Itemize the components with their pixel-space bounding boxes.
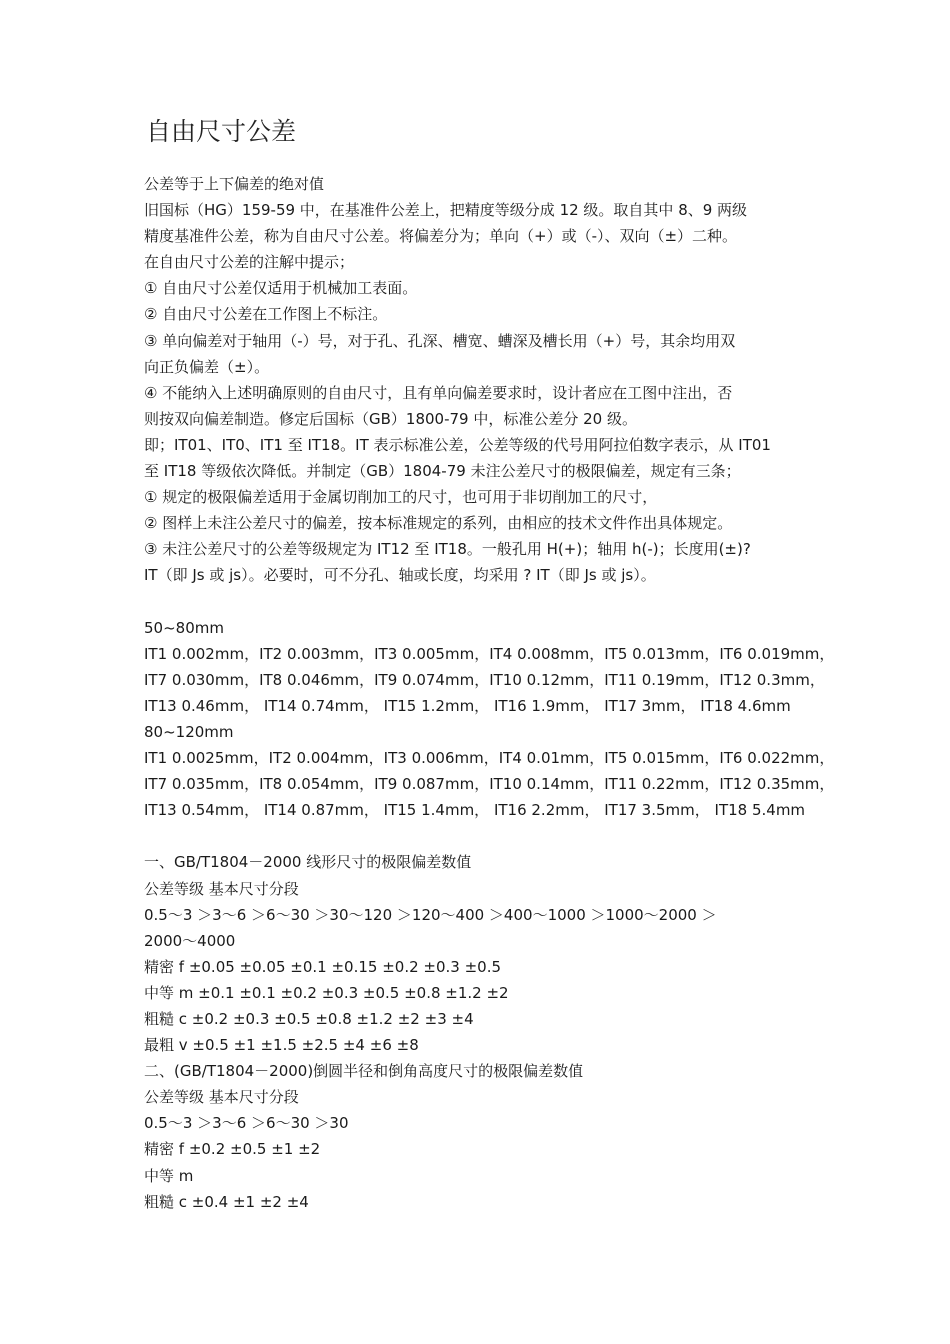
text-line: 80~120mm [144,722,234,741]
document-title: 自由尺寸公差 [146,117,297,146]
text-line: 在自由尺寸公差的注解中提示； [144,253,355,272]
text-line: 中等 m ±0.1 ±0.1 ±0.2 ±0.3 ±0.5 ±0.8 ±1.2 ±2 [144,983,509,1002]
text-line: 精度基准件公差，称为自由尺寸公差。将偏差分为；单向（+）或（-）、双向（±）二种。 [144,227,738,246]
text-line: 粗糙 c ±0.4 ±1 ±2 ±4 [144,1192,309,1211]
text-line: IT7 0.035mm，IT8 0.054mm，IT9 0.087mm，IT10 0.14mm，IT11 0.22mm，IT12 0.35mm， [144,775,835,794]
text-line: ① 规定的极限偏差适用于金属切削加工的尺寸，也可用于非切削加工的尺寸， [144,488,658,507]
text-line: 向正负偏差（±）。 [144,357,270,376]
blank-line [144,589,816,615]
blank-line [144,823,816,849]
text-line: 旧国标（HG）159-59 中，在基准件公差上，把精度等级分成 12 级。取自其中 8、9 两级 [144,201,748,220]
text-line: 公差等级 基本尺寸分段 [144,879,299,898]
text-line: IT13 0.46mm， IT14 0.74mm， IT15 1.2mm， IT16 1.9mm， IT17 3mm， IT18 4.6mm [144,696,791,715]
text-line: 二、(GB/T1804－2000)倒圆半径和倒角高度尺寸的极限偏差数值 [144,1062,584,1081]
text-line: 最粗 v ±0.5 ±1 ±1.5 ±2.5 ±4 ±6 ±8 [144,1036,419,1055]
text-line: 一、GB/T1804－2000 线形尺寸的极限偏差数值 [144,853,472,872]
text-line: IT7 0.030mm，IT8 0.046mm，IT9 0.074mm，IT10 0.12mm，IT11 0.19mm，IT12 0.3mm， [144,670,825,689]
text-line: IT1 0.002mm，IT2 0.003mm，IT3 0.005mm，IT4 0.008mm，IT5 0.013mm，IT6 0.019mm， [144,644,835,663]
text-line: 粗糙 c ±0.2 ±0.3 ±0.5 ±0.8 ±1.2 ±2 ±3 ±4 [144,1010,474,1028]
text-line: 公差等于上下偏差的绝对值 [144,175,325,193]
text-line: 2000～4000 [144,931,236,950]
text-line: IT13 0.54mm， IT14 0.87mm， IT15 1.4mm， IT16 2.2mm， IT17 3.5mm， IT18 5.4mm [144,801,806,820]
text-line: ② 自由尺寸公差在工作图上不标注。 [144,305,388,324]
text-line: 公差等级 基本尺寸分段 [144,1088,299,1107]
text-line: ① 自由尺寸公差仅适用于机械加工表面。 [144,279,418,298]
text-line: 50~80mm [144,618,224,637]
text-line: IT1 0.0025mm，IT2 0.004mm，IT3 0.006mm，IT4 0.01mm，IT5 0.015mm，IT6 0.022mm， [144,749,835,768]
text-line: 精密 f ±0.2 ±0.5 ±1 ±2 [144,1140,321,1159]
text-line: ④ 不能纳入上述明确原则的自由尺寸，且有单向偏差要求时，设计者应在工图中注出，否 [144,383,733,402]
text-line: ② 图样上未注公差尺寸的偏差，按本标准规定的系列，由相应的技术文件作出具体规定。 [144,514,733,533]
text-line: ③ 单向偏差对于轴用（-）号，对于孔、孔深、槽宽、螬深及槽长用（+）号，其余均用双 [144,331,736,350]
text-line: 则按双向偏差制造。修定后国标（GB）1800-79 中，标准公差分 20 级。 [144,409,637,428]
text-line: 0.5～3 ＞3～6 ＞6～30 ＞30～120 ＞120～400 ＞400～1000 ＞1000～2000 ＞ [144,905,717,924]
text-line: ③ 未注公差尺寸的公差等级规定为 IT12 至 IT18。一般孔用 H(+)；轴用 h(-)；长度用(±)? [144,540,751,559]
text-line: 至 IT18 等级依次降低。并制定（GB）1804-79 未注公差尺寸的极限偏差，规定有三条； [144,462,741,481]
text-line: 中等 m [144,1166,194,1185]
text-line: 精密 f ±0.05 ±0.05 ±0.1 ±0.15 ±0.2 ±0.3 ±0.5 [144,957,502,976]
text-line: 即；IT01、IT0、IT1 至 IT18。IT 表示标准公差，公差等级的代号用阿拉伯数字表示，从 IT01 [144,435,771,454]
text-line: IT（即 Js 或 js）。必要时，可不分孔、轴或长度，均采用 ? IT（即 Js 或 js）。 [144,566,656,585]
text-line: 0.5～3 ＞3～6 ＞6～30 ＞30 [144,1114,349,1133]
document-body [144,171,835,1215]
